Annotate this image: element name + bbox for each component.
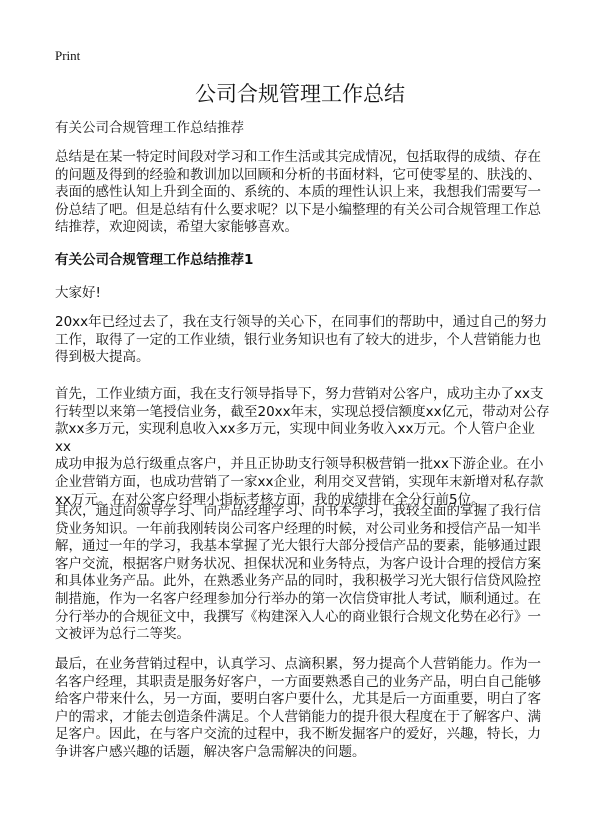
text-line: 20xx年已经过去了，我在支行领导的关心下，在同事们的帮助中，通过自己的努力: [55, 314, 548, 330]
text-line: 制措施，作为一名客户经理参加分行举办的第一次信贷审批人考试，顺利通过。在: [55, 590, 541, 607]
text-line: 名客户经理，其职责是服务好客户，一方面要熟悉自己的业务产品，明白自己能够: [55, 673, 541, 690]
text-line: 结推荐，欢迎阅读，希望大家能够喜欢。: [55, 219, 298, 236]
page-title: 公司合规管理工作总结: [195, 82, 405, 106]
text-line: xx万元。在对公客户经理小指标考核方面，我的成绩排在全分行前5位。: [55, 491, 485, 508]
text-line: 足客户。因此，在与客户交流的过程中，我不断发掘客户的爱好，兴趣，特长，力: [55, 726, 541, 743]
text-line: 企业营销方面，也成功营销了一家xx企业，利用交叉营销，实现年末新增对私存款: [55, 473, 544, 490]
paragraph-learning: [55, 503, 550, 644]
subtitle: 有关公司合规管理工作总结推荐: [55, 120, 244, 136]
paragraph-opening: [55, 314, 550, 367]
text-line: 份总结了吧。但是总结有什么要求呢？以下是小编整理的有关公司合规管理工作总: [55, 201, 541, 218]
text-line: 表面的感性认知上升到全面的、系统的、本质的理性认识上来，我想我们需要写一: [55, 184, 541, 201]
text-line: 工作，取得了一定的工作业绩，银行业务知识也有了较大的进步，个人营销能力也: [55, 331, 541, 348]
paragraph-performance: [55, 386, 550, 509]
text-line: 给客户带来什么，另一方面，要明白客户要什么，尤其是后一方面重要，明白了客: [55, 691, 541, 708]
text-line: 客户交流，根据客户财务状况、担保状况和业务特点，为客户设计合理的授信方案: [55, 555, 541, 572]
text-line: 款xx多万元，实现利息收入xx多万元，实现中间业务收入xx万元。个人管户企业xx: [55, 421, 535, 455]
greeting: 大家好!: [55, 285, 101, 301]
text-line: 文被评为总行二等奖。: [55, 626, 190, 643]
text-line: 的问题及得到的经验和教训加以回顾和分析的书面材料，它可使零星的、肤浅的、: [55, 166, 541, 183]
paragraph-marketing: [55, 656, 550, 762]
text-line: 首先，工作业绩方面，我在支行领导指导下，努力营销对公客户，成功主办了xx支: [55, 386, 544, 402]
text-line: 争讲客户感兴趣的话题，解决客户急需解决的问题。: [55, 743, 366, 760]
text-line: 户的需求，才能去创造条件满足。个人营销能力的提升很大程度在于了解客户、满: [55, 708, 541, 725]
text-line: 成功申报为总行级重点客户，并且正协助支行领导积极营销一批xx下游企业。在小: [55, 456, 544, 473]
text-line: 和具体业务产品。此外，在熟悉业务产品的同时，我积极学习光大银行信贷风险控: [55, 573, 541, 590]
text-line: 分行举办的合规征文中，我撰写《构建深入人心的商业银行合规文化势在必行》一: [55, 608, 541, 625]
text-line: 行转型以来第一笔授信业务，截至20xx年末，实现总授信额度xx亿元，带动对公存: [55, 403, 550, 420]
intro-paragraph: [55, 149, 550, 237]
text-line: 总结是在某一特定时间段对学习和工作生活或其完成情况，包括取得的成绩、存在: [55, 149, 541, 165]
text-line: 解，通过一年的学习，我基本掌握了光大银行大部分授信产品的要素，能够通过跟: [55, 538, 541, 555]
text-line: 得到极大提高。: [55, 349, 150, 366]
print-link[interactable]: Print: [55, 48, 81, 63]
text-line: 贷业务知识。一年前我刚转岗公司客户经理的时候，对公司业务和授信产品一知半: [55, 520, 541, 537]
text-line: 其次，通过向领导学习、向产品经理学习、向书本学习，我较全面的掌握了我行信: [55, 503, 541, 519]
section-heading: 有关公司合规管理工作总结推荐1: [55, 252, 254, 268]
text-line: 最后，在业务营销过程中，认真学习、点滴积累，努力提高个人营销能力。作为一: [55, 656, 541, 672]
